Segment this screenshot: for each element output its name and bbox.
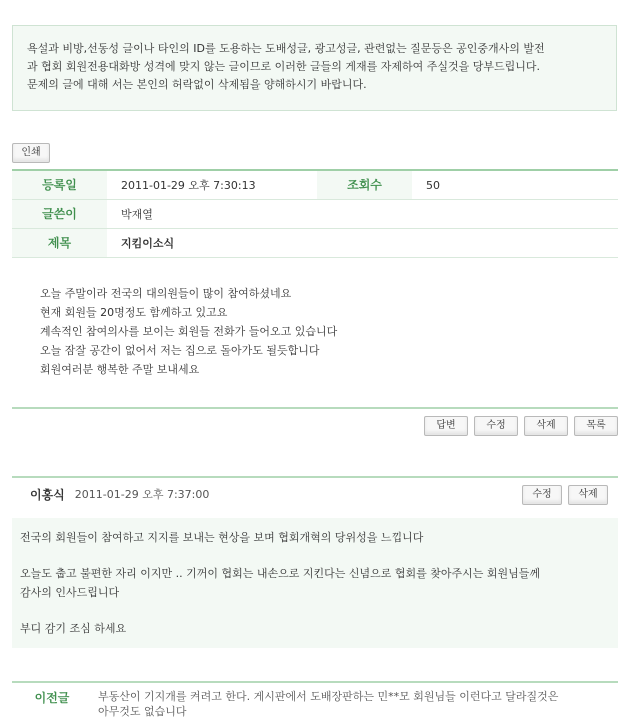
post-button-group <box>424 416 618 436</box>
content-line: 계속적인 참여의사를 보이는 회원들 전화가 들어오고 있습니다 <box>40 325 338 338</box>
post-content <box>12 260 618 409</box>
notice-line: 욕설과 비방,선동성 글이나 타인의 ID를 도용하는 도배성글, 광고성글, 관련없는 질문등은 공인중개사의 발전 <box>27 42 545 55</box>
subject-label: 제목 <box>12 229 107 257</box>
prev-post-title[interactable] <box>82 689 618 721</box>
prev-post-label: 이전글 <box>34 691 70 705</box>
content-line: 오늘 주말이라 전국의 대의원들이 많이 참여하셨네요 <box>40 287 292 300</box>
info-row-date <box>12 171 618 200</box>
comment-header <box>12 476 618 510</box>
author-value: 박재열 <box>121 208 153 221</box>
notice-box <box>12 25 617 111</box>
post-info-table <box>12 169 618 258</box>
comment-paragraph: 전국의 회원들이 참여하고 지지를 보내는 현상을 보며 협회개혁의 당위성을 느낍니다 <box>20 531 424 544</box>
date-value: 2011-01-29 오후 7:30:13 <box>121 179 256 192</box>
content-line: 현재 회원들 20명정도 함께하고 있고요 <box>40 306 228 319</box>
notice-line: 과 협회 회원전용대화방 성격에 맞지 않는 글이므로 이러한 글들의 게재를 자제하여 주실것을 당부드립니다. <box>27 60 540 73</box>
prev-post-line: 아무것도 없습니다 <box>98 705 187 718</box>
comment-button-group <box>522 485 608 505</box>
prev-post-row[interactable] <box>12 681 618 721</box>
comment-author: 이홍식 <box>30 487 65 502</box>
comment-paragraph <box>20 564 618 602</box>
views-label: 조회수 <box>317 171 412 199</box>
views-value: 50 <box>426 179 440 192</box>
delete-button[interactable]: 삭제 <box>524 416 568 436</box>
date-label: 등록일 <box>12 171 107 199</box>
info-row-subject <box>12 229 618 258</box>
print-button[interactable]: 인쇄 <box>12 143 50 163</box>
comment-paragraph: 부디 감기 조심 하세요 <box>20 622 127 635</box>
comment-body <box>12 518 618 648</box>
list-button[interactable]: 목록 <box>574 416 618 436</box>
author-label: 글쓴이 <box>12 200 107 228</box>
comment-date: 2011-01-29 오후 7:37:00 <box>74 488 210 501</box>
content-line: 회원여러분 행복한 주말 보내세요 <box>40 363 200 376</box>
edit-button[interactable]: 수정 <box>474 416 518 436</box>
content-line: 오늘 잠잘 공간이 없어서 저는 집으로 돌아가도 될듯합니다 <box>40 344 320 357</box>
prev-post-line: 부동산이 기지개를 켜려고 한다. 게시판에서 도배장판하는 민**모 회원님들 이런다고 달라질것은 <box>98 690 559 703</box>
notice-line: 문제의 글에 대해 서는 본인의 허락없이 삭제됨을 양해하시기 바랍니다. <box>27 78 367 91</box>
comment-line: 오늘도 춥고 불편한 자리 이지만 .. 기꺼이 협회는 내손으로 지킨다는 신념으로 협회를 찾아주시는 회원님들께 <box>20 567 540 580</box>
comment-edit-button[interactable]: 수정 <box>522 485 562 505</box>
info-row-author <box>12 200 618 229</box>
comment-line: 감사의 인사드립니다 <box>20 586 120 599</box>
reply-button[interactable]: 답변 <box>424 416 468 436</box>
comment-delete-button[interactable]: 삭제 <box>568 485 608 505</box>
subject-value: 지킴이소식 <box>121 237 175 250</box>
